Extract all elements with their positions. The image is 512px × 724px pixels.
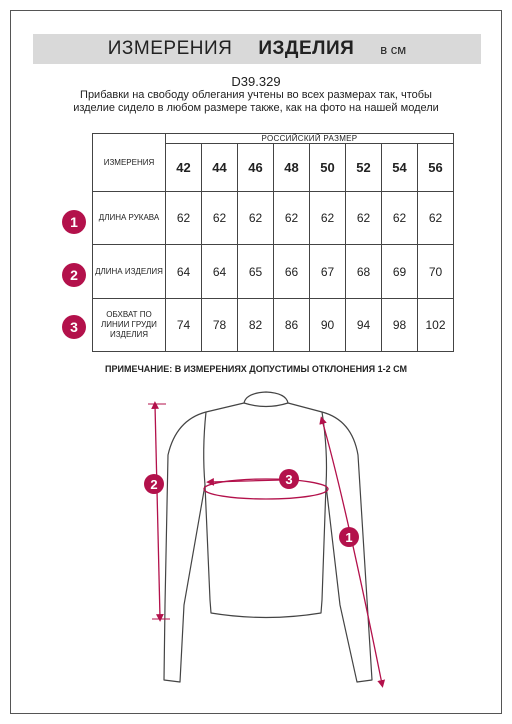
- value-cell: 64: [166, 245, 202, 298]
- title-unit: в см: [380, 41, 407, 57]
- size-group-header: РОССИЙСКИЙ РАЗМЕР: [166, 134, 454, 144]
- value-cell: 70: [418, 245, 454, 298]
- value-cell: 82: [238, 298, 274, 351]
- row-label-length: ДЛИНА ИЗДЕЛИЯ: [93, 245, 166, 298]
- value-cell: 67: [310, 245, 346, 298]
- size-cell: 50: [310, 144, 346, 192]
- value-cell: 62: [418, 192, 454, 245]
- size-cell: 42: [166, 144, 202, 192]
- value-cell: 102: [418, 298, 454, 351]
- size-cell: 48: [274, 144, 310, 192]
- fit-note: Прибавки на свободу облегания учтены во всех размерах так, чтобы изделие сидело в любом размере также, как на фото на нашей модели: [73, 89, 439, 114]
- table-group-row: [93, 134, 454, 144]
- value-cell: 62: [166, 192, 202, 245]
- svg-text:2: 2: [150, 477, 158, 492]
- value-cell: 86: [274, 298, 310, 351]
- value-cell: 98: [382, 298, 418, 351]
- value-cell: 62: [310, 192, 346, 245]
- value-cell: 74: [166, 298, 202, 351]
- value-cell: 69: [382, 245, 418, 298]
- tolerance-remark: ПРИМЕЧАНИЕ: В ИЗМЕРЕНИЯХ ДОПУСТИМЫ ОТКЛОНЕНИЯ 1-2 СМ: [105, 364, 407, 374]
- length-arrow: [155, 405, 160, 618]
- measure-header: ИЗМЕРЕНИЯ: [93, 134, 166, 192]
- armhole-left: [204, 412, 206, 485]
- chest-arrow: [210, 480, 282, 482]
- size-cell: 44: [202, 144, 238, 192]
- svg-text:3: 3: [285, 472, 293, 487]
- collar-top: [244, 392, 288, 403]
- value-cell: 66: [274, 245, 310, 298]
- value-cell: 62: [382, 192, 418, 245]
- garment-sketch: [0, 380, 512, 720]
- sleeve-arrow: [322, 420, 382, 684]
- value-cell: 62: [202, 192, 238, 245]
- size-cell: 46: [238, 144, 274, 192]
- table-row: [93, 192, 454, 245]
- svg-text:1: 1: [345, 530, 353, 545]
- size-cell: 56: [418, 144, 454, 192]
- size-cell: 54: [382, 144, 418, 192]
- marker-length: 2: [62, 263, 86, 287]
- value-cell: 62: [274, 192, 310, 245]
- value-cell: 78: [202, 298, 238, 351]
- collar-seam: [244, 403, 288, 407]
- diagram-marker-chest: [279, 469, 299, 489]
- value-cell: 62: [238, 192, 274, 245]
- value-cell: 64: [202, 245, 238, 298]
- header-bar: [33, 34, 481, 64]
- value-cell: 94: [346, 298, 382, 351]
- value-cell: 90: [310, 298, 346, 351]
- row-label-sleeve: ДЛИНА РУКАВА: [93, 192, 166, 245]
- title-product: ИЗДЕЛИЯ: [258, 38, 355, 59]
- title-measurements: ИЗМЕРЕНИЯ: [107, 38, 233, 59]
- marker-chest: 3: [62, 315, 86, 339]
- table-row: [93, 245, 454, 298]
- marker-sleeve: 1: [62, 210, 86, 234]
- table-row: [93, 298, 454, 351]
- diagram-marker-length: [144, 474, 164, 494]
- value-cell: 65: [238, 245, 274, 298]
- size-table: [92, 133, 454, 352]
- value-cell: 62: [346, 192, 382, 245]
- row-label-chest: ОБХВАТ ПО ЛИНИИ ГРУДИ ИЗДЕЛИЯ: [93, 298, 166, 351]
- size-cell: 52: [346, 144, 382, 192]
- value-cell: 68: [346, 245, 382, 298]
- article-number: D39.329: [231, 74, 281, 89]
- diagram-marker-sleeve: [339, 527, 359, 547]
